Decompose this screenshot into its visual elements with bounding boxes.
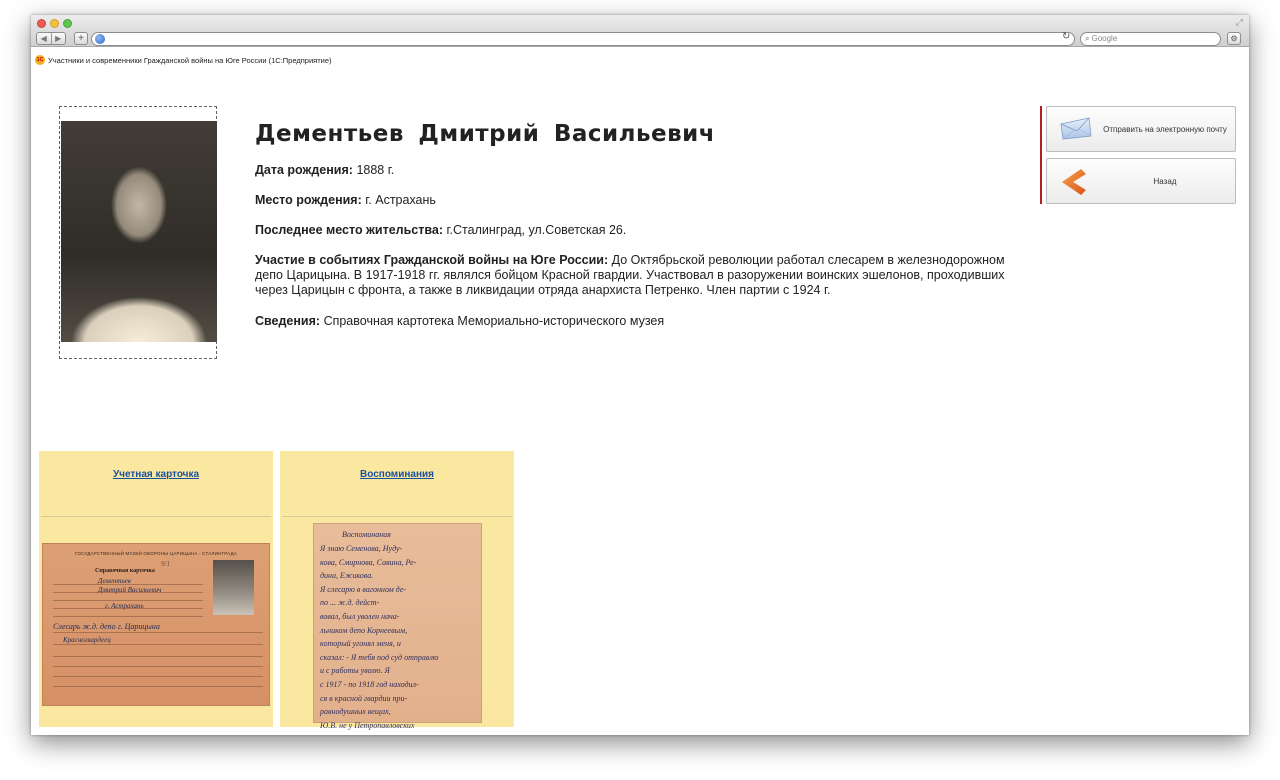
reload-icon[interactable]: ↻ <box>1062 31 1071 42</box>
doc-line <box>53 666 263 667</box>
memoirs-card-panel <box>280 451 514 730</box>
fullscreen-icon[interactable]: ⤢ <box>1235 18 1243 28</box>
registration-card-link[interactable]: Учетная карточка <box>112 469 200 480</box>
back-button[interactable] <box>1046 158 1236 204</box>
memoirs-line: с 1917 - по 1918 год находил- <box>320 679 419 689</box>
memoirs-line: Ю.В. не у Петропавловских <box>320 720 415 730</box>
logo-1c-icon: 1С <box>36 57 44 63</box>
gear-icon[interactable]: ⚙ <box>1227 32 1241 45</box>
send-email-button[interactable] <box>1046 106 1236 152</box>
memoirs-line: Я слесарю в вагонном де- <box>320 584 407 594</box>
memoirs-line: дина, Ежикова. <box>320 571 374 581</box>
memoirs-heading-handwriting: Воспоминания <box>342 530 391 539</box>
source-value: Справочная картотека Мемориально-исторического музея <box>323 314 665 328</box>
forward-nav-button[interactable]: ▶ <box>55 34 62 43</box>
back-nav-button[interactable]: ◀ <box>37 33 52 44</box>
registration-card-image[interactable] <box>42 543 270 706</box>
doc-role-handwriting: Красногвардеец <box>63 636 111 644</box>
last-residence-label: Последнее место жительства: <box>255 223 444 237</box>
birth-place-row <box>255 193 1025 208</box>
doc-place-handwriting: г. Астрахань <box>105 602 144 610</box>
app-tab-title: Участники и современники Гражданской войны на Юге России (1С:Предприятие) <box>48 55 332 65</box>
doc-line <box>53 686 263 687</box>
doc-name-handwriting: Дементьев <box>98 577 131 585</box>
card-separator <box>282 516 512 517</box>
doc-title: Справочная карточка <box>95 568 155 574</box>
participation-value: До Октябрьской революции работал слесарем в железнодорожном депо Царицына. В 1917-1918 гг. являлся бойцом Красной гвардии. Участвовал в разоружении воинских эшелонов, проходивших через Царицын с фронта, а также в ликвидации отряда анархиста Петренко. Член партии с 1924 г. <box>255 253 1005 297</box>
birth-place-label: Место рождения: <box>255 193 362 207</box>
content-area <box>31 67 1249 735</box>
memoirs-line: вовал, был уволен нача- <box>320 611 400 621</box>
add-tab-button[interactable]: + <box>74 32 88 45</box>
search-placeholder: Google <box>1091 34 1118 43</box>
memoirs-line: равнодушных вещах, <box>320 707 391 717</box>
doc-line <box>53 616 203 617</box>
doc-occupation-handwriting: Слесарь ж.д. депо г. Царицына <box>53 622 160 631</box>
memoirs-line: Я знаю Семенова, Нуду- <box>320 544 403 553</box>
birth-place-value: г. Астрахань <box>365 193 436 207</box>
memoirs-line: сказал: - Я тебя под суд отправлю <box>320 652 439 662</box>
last-residence-row <box>255 223 1025 238</box>
source-row <box>255 314 1025 329</box>
doc-line <box>53 600 203 601</box>
doc-portrait <box>213 560 254 615</box>
birth-date-label: Дата рождения: <box>255 163 353 177</box>
app-tab <box>31 53 1249 67</box>
memoirs-line: ся в красной гвардии при- <box>320 693 408 703</box>
person-name: Дементьев Дмитрий Васильевич <box>255 121 716 147</box>
source-label: Сведения: <box>255 314 321 328</box>
history-nav <box>36 32 66 45</box>
doc-number: 9/1 <box>161 560 170 568</box>
portrait-photo <box>61 121 217 342</box>
search-icon: ⌕ <box>1085 34 1090 43</box>
close-window-button[interactable] <box>37 19 46 28</box>
participation-row <box>255 253 1025 298</box>
registration-card-panel <box>39 451 273 727</box>
title-bar <box>31 15 1249 47</box>
memoirs-line: кова, Смирнова, Савина, Ре- <box>320 557 417 567</box>
memoirs-line: по ... ж.д. дейст- <box>320 598 380 608</box>
envelope-icon <box>1059 116 1093 140</box>
birth-date-value: 1888 г. <box>356 163 395 177</box>
address-bar[interactable] <box>91 32 1075 46</box>
card-separator <box>41 516 271 517</box>
last-residence-value: г.Сталинград, ул.Советская 26. <box>446 223 627 237</box>
doc-line <box>53 656 263 657</box>
globe-icon <box>95 34 105 44</box>
browser-window <box>31 15 1249 735</box>
doc-line <box>53 676 263 677</box>
memoirs-link[interactable]: Воспоминания <box>360 469 434 480</box>
back-label: Назад <box>1153 176 1177 186</box>
birth-date-row <box>255 163 1025 178</box>
memoirs-line: льником депо Корнеевым, <box>320 625 408 635</box>
minimize-window-button[interactable] <box>50 19 59 28</box>
chevron-left-icon <box>1059 167 1087 197</box>
doc-header: ГОСУДАРСТВЕННЫЙ МУЗЕЙ ОБОРОНЫ ЦАРИЦЫНА - СТАЛИНГРАДА <box>75 551 237 556</box>
memoirs-line: который угонял меня, и <box>320 639 401 649</box>
participation-label: Участие в событиях Гражданской войны на Юге России: <box>255 253 609 267</box>
send-email-label: Отправить на электронную почту <box>1103 124 1227 134</box>
zoom-window-button[interactable] <box>63 19 72 28</box>
memoirs-line: и с работы уволю. Я <box>320 666 390 676</box>
doc-line <box>53 632 263 633</box>
search-field[interactable] <box>1080 32 1221 46</box>
doc-line <box>53 644 263 645</box>
doc-given-name-handwriting: Дмитрий Васильевич <box>98 586 162 594</box>
portrait-frame <box>59 106 217 359</box>
actions-divider <box>1040 106 1042 204</box>
memoirs-image[interactable] <box>313 523 482 730</box>
